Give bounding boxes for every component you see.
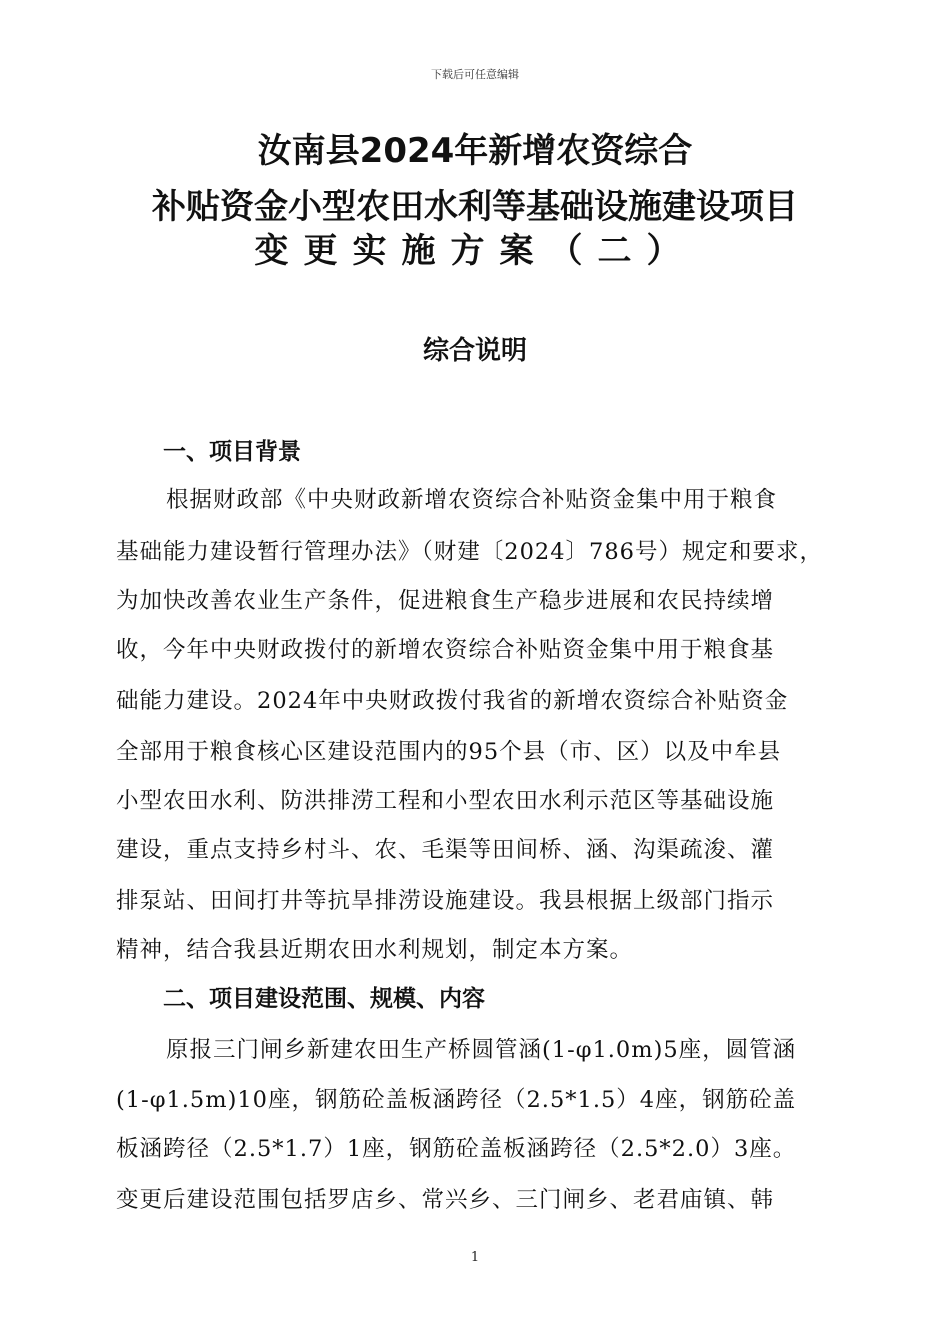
- header-note: 下载后可任意编辑: [431, 68, 519, 81]
- body-text-line: (1-φ1.5m)10座，钢筋砼盖板涵跨径（2.5*1.5）4座，钢筋砼盖: [116, 1087, 797, 1113]
- body-text-line: 变更后建设范围包括罗店乡、常兴乡、三门闸乡、老君庙镇、韩: [116, 1187, 775, 1213]
- body-text-line: 建设，重点支持乡村斗、农、毛渠等田间桥、涵、沟渠疏浚、灌: [116, 837, 775, 863]
- body-text-line: 基础能力建设暂行管理办法》（财建〔2024〕786号）规定和要求，: [116, 539, 823, 565]
- document-title-line-1: 汝南县2024年新增农资综合: [257, 131, 693, 171]
- document-title-line-3: 变更实施方案（二）: [254, 231, 696, 271]
- body-text-line: 精神，结合我县近期农田水利规划，制定本方案。: [116, 937, 634, 963]
- body-text-line: 根据财政部《中央财政新增农资综合补贴资金集中用于粮食: [166, 487, 778, 513]
- body-text-line: 为加快改善农业生产条件，促进粮食生产稳步进展和农民持续增: [116, 588, 775, 614]
- body-text-line: 收，今年中央财政拨付的新增农资综合补贴资金集中用于粮食基: [116, 637, 775, 663]
- body-text-line: 板涵跨径（2.5*1.7）1座，钢筋砼盖板涵跨径（2.5*2.0）3座。: [116, 1136, 797, 1162]
- section-subtitle: 综合说明: [422, 336, 527, 366]
- body-text-line: 排泵站、田间打井等抗旱排涝设施建设。我县根据上级部门指示: [116, 888, 775, 914]
- page-number: 1: [470, 1250, 480, 1265]
- document-title-line-2: 补贴资金小型农田水利等基础设施建设项目: [152, 187, 798, 227]
- section-1-heading: 一、项目背景: [163, 439, 301, 465]
- body-text-line: 础能力建设。2024年中央财政拨付我省的新增农资综合补贴资金: [116, 688, 789, 714]
- body-text-line: 原报三门闸乡新建农田生产桥圆管涵(1-φ1.0m)5座，圆管涵: [166, 1037, 797, 1063]
- body-text-line: 小型农田水利、防洪排涝工程和小型农田水利示范区等基础设施: [116, 788, 775, 814]
- section-2-heading: 二、项目建设范围、规模、内容: [163, 986, 485, 1012]
- body-text-line: 全部用于粮食核心区建设范围内的95个县（市、区）以及中牟县: [116, 739, 782, 765]
